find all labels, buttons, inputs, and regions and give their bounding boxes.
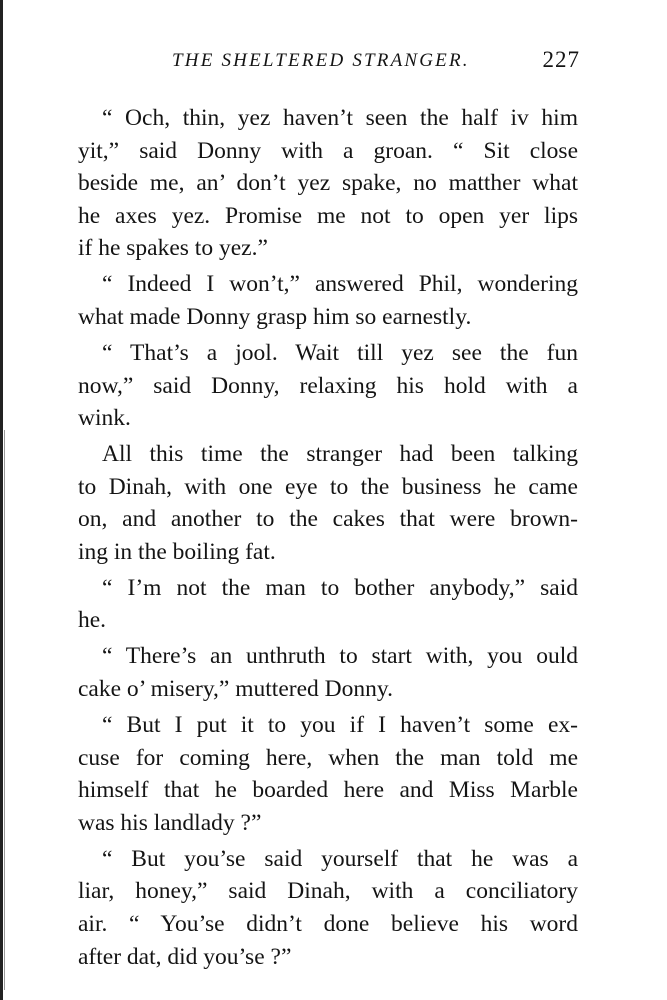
paragraph	[78, 640, 578, 705]
page-edge-shadow	[0, 0, 3, 1000]
paragraph	[78, 268, 578, 333]
text-line: himself that he boarded here and Miss Marble	[78, 777, 578, 804]
text-line: wink.	[78, 405, 131, 432]
text-line: “ I’m not the man to bother anybody,” said	[102, 574, 578, 601]
text-line: liar, honey,” said Dinah, with a conciliatory	[78, 878, 578, 905]
paragraph	[78, 337, 578, 435]
text-line: ing in the boiling fat.	[78, 538, 276, 565]
text-line: after dat, did you’se ?”	[78, 943, 292, 970]
text-line: “ Och, thin, yez haven’t seen the half iv him	[102, 105, 578, 131]
paragraph	[78, 438, 578, 568]
text-line: now,” said Donny, relaxing his hold with a	[78, 372, 578, 399]
text-line: “ But you’se said yourself that he was a	[102, 845, 578, 872]
text-line: on, and another to the cakes that were brown-	[78, 506, 578, 533]
page-edge-line	[4, 430, 5, 990]
text-line: he axes yez. Promise me not to open yer lips	[78, 202, 578, 229]
text-line: he.	[78, 607, 107, 634]
running-head	[78, 48, 580, 78]
text-line: “ But I put it to you if I haven’t some ex-	[102, 712, 578, 739]
text-line: was his landlady ?”	[78, 809, 262, 836]
text-line: yit,” said Donny with a groan. “ Sit close	[78, 137, 578, 164]
paragraph	[78, 843, 578, 973]
text-line: air. “ You’se didn’t done believe his word	[78, 910, 578, 937]
text-line: “ That’s a jool. Wait till yez see the fun	[102, 339, 578, 366]
paragraph	[78, 572, 578, 637]
running-title: THE SHELTERED STRANGER.	[172, 50, 470, 71]
text-line: All this time the stranger had been talking	[102, 441, 578, 468]
text-line: if he spakes to yez.”	[78, 235, 268, 262]
text-line: “ Indeed I won’t,” answered Phil, wondering	[102, 271, 578, 298]
text-line: “ There’s an unthruth to start with, you ould	[102, 643, 578, 670]
paragraph	[78, 102, 578, 265]
text-line: to Dinah, with one eye to the business he came	[78, 473, 578, 500]
body-text	[78, 102, 578, 973]
text-line: cake o’ misery,” muttered Donny.	[78, 676, 393, 703]
page-number: 227	[542, 47, 580, 72]
text-line: beside me, an’ don’t yez spake, no matther what	[78, 170, 578, 197]
text-line: cuse for coming here, when the man told me	[78, 744, 578, 771]
paragraph	[78, 709, 578, 839]
text-line: what made Donny grasp him so earnestly.	[78, 303, 472, 330]
